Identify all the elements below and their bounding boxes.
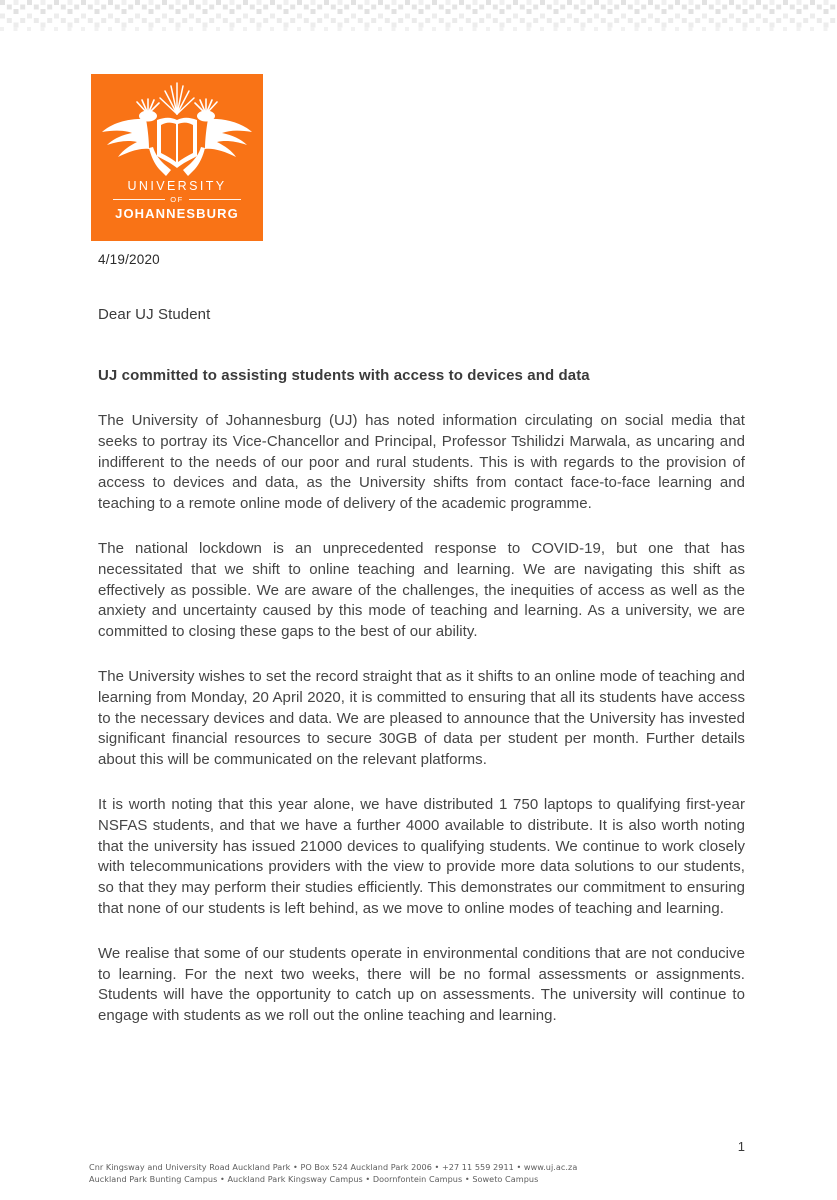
wordmark-of-row [91,194,263,205]
document-date: 4/19/2020 [98,252,160,267]
uj-logo [91,74,263,241]
wordmark-university: UNIVERSITY [127,179,227,193]
page-footer [89,1162,749,1185]
paragraph: The University of Johannesburg (UJ) has noted information circulating on social media that seeks to portray its Vice-Chancellor and Principal, Professor Tshilidzi Marwala, as uncaring and indifferent to the needs of our poor and rural students. This is with regards to the provision of access to devices and data, as the University shifts from contact face-to-face learning and teaching to a remote online mode of delivery of the academic programme. [98,412,745,513]
wordmark-rule-right [189,199,241,200]
letter-body [98,306,745,1027]
wordmark-of: OF [170,195,184,204]
footer-address-line: Cnr Kingsway and University Road Auckland Park • PO Box 524 Auckland Park 2006 • +27 11 559 2911 • www.uj.ac.za [89,1162,578,1172]
uj-wordmark [91,178,263,234]
wordmark-johannesburg: JOHANNESBURG [115,206,239,221]
paragraph: The national lockdown is an unprecedented response to COVID-19, but one that has necessitated that we shift to online teaching and learning. We are navigating this shift as effectively as possible. We are aware of the challenges, the inequities of access as well as the anxiety and uncertainty caused by this mode of teaching and learning. As a university, we are committed to closing these gaps to the best of our ability. [98,539,745,641]
paragraph: The University wishes to set the record straight that as it shifts to an online mode of teaching and learning from Monday, 20 April 2020, it is committed to ensuring that all its students have access to the necessary devices and data. We are pleased to announce that the University has invested significant financial resources to secure 30GB of data per student per month. Further details about this will be communicated on the relevant platforms. [98,667,746,769]
footer-campus-line: Auckland Park Bunting Campus • Auckland Park Kingsway Campus • Doornfontein Campus • Soweto Campus [89,1173,539,1184]
letter-headline: UJ committed to assisting students with access to devices and data [98,367,590,384]
paragraph: It is worth noting that this year alone, we have distributed 1 750 laptops to qualifying first-year NSFAS students, and that we have a further 4000 available to distribute. It is also worth noting that the university has issued 21000 devices to qualifying students. We continue to work closely with telecommunications providers with the view to provide more data solutions to our students, so that they may perform their studies efficiently. This demonstrates our commitment to ensuring that none of our students is left behind, as we move to online modes of teaching and learning. [98,795,745,917]
page-number: 1 [737,1139,745,1154]
salutation: Dear UJ Student [98,306,211,323]
zigzag-pattern-band [0,0,837,36]
paragraph: We realise that some of our students operate in environmental conditions that are not conducive to learning. For the next two weeks, there will be no formal assessments or assignments. Students will have the opportunity to catch up on assessments. The university will continue to engage with students as we roll out the online teaching and learning. [98,944,745,1025]
wordmark-rule-left [113,199,165,200]
uj-eagles-and-book-emblem [91,80,263,184]
